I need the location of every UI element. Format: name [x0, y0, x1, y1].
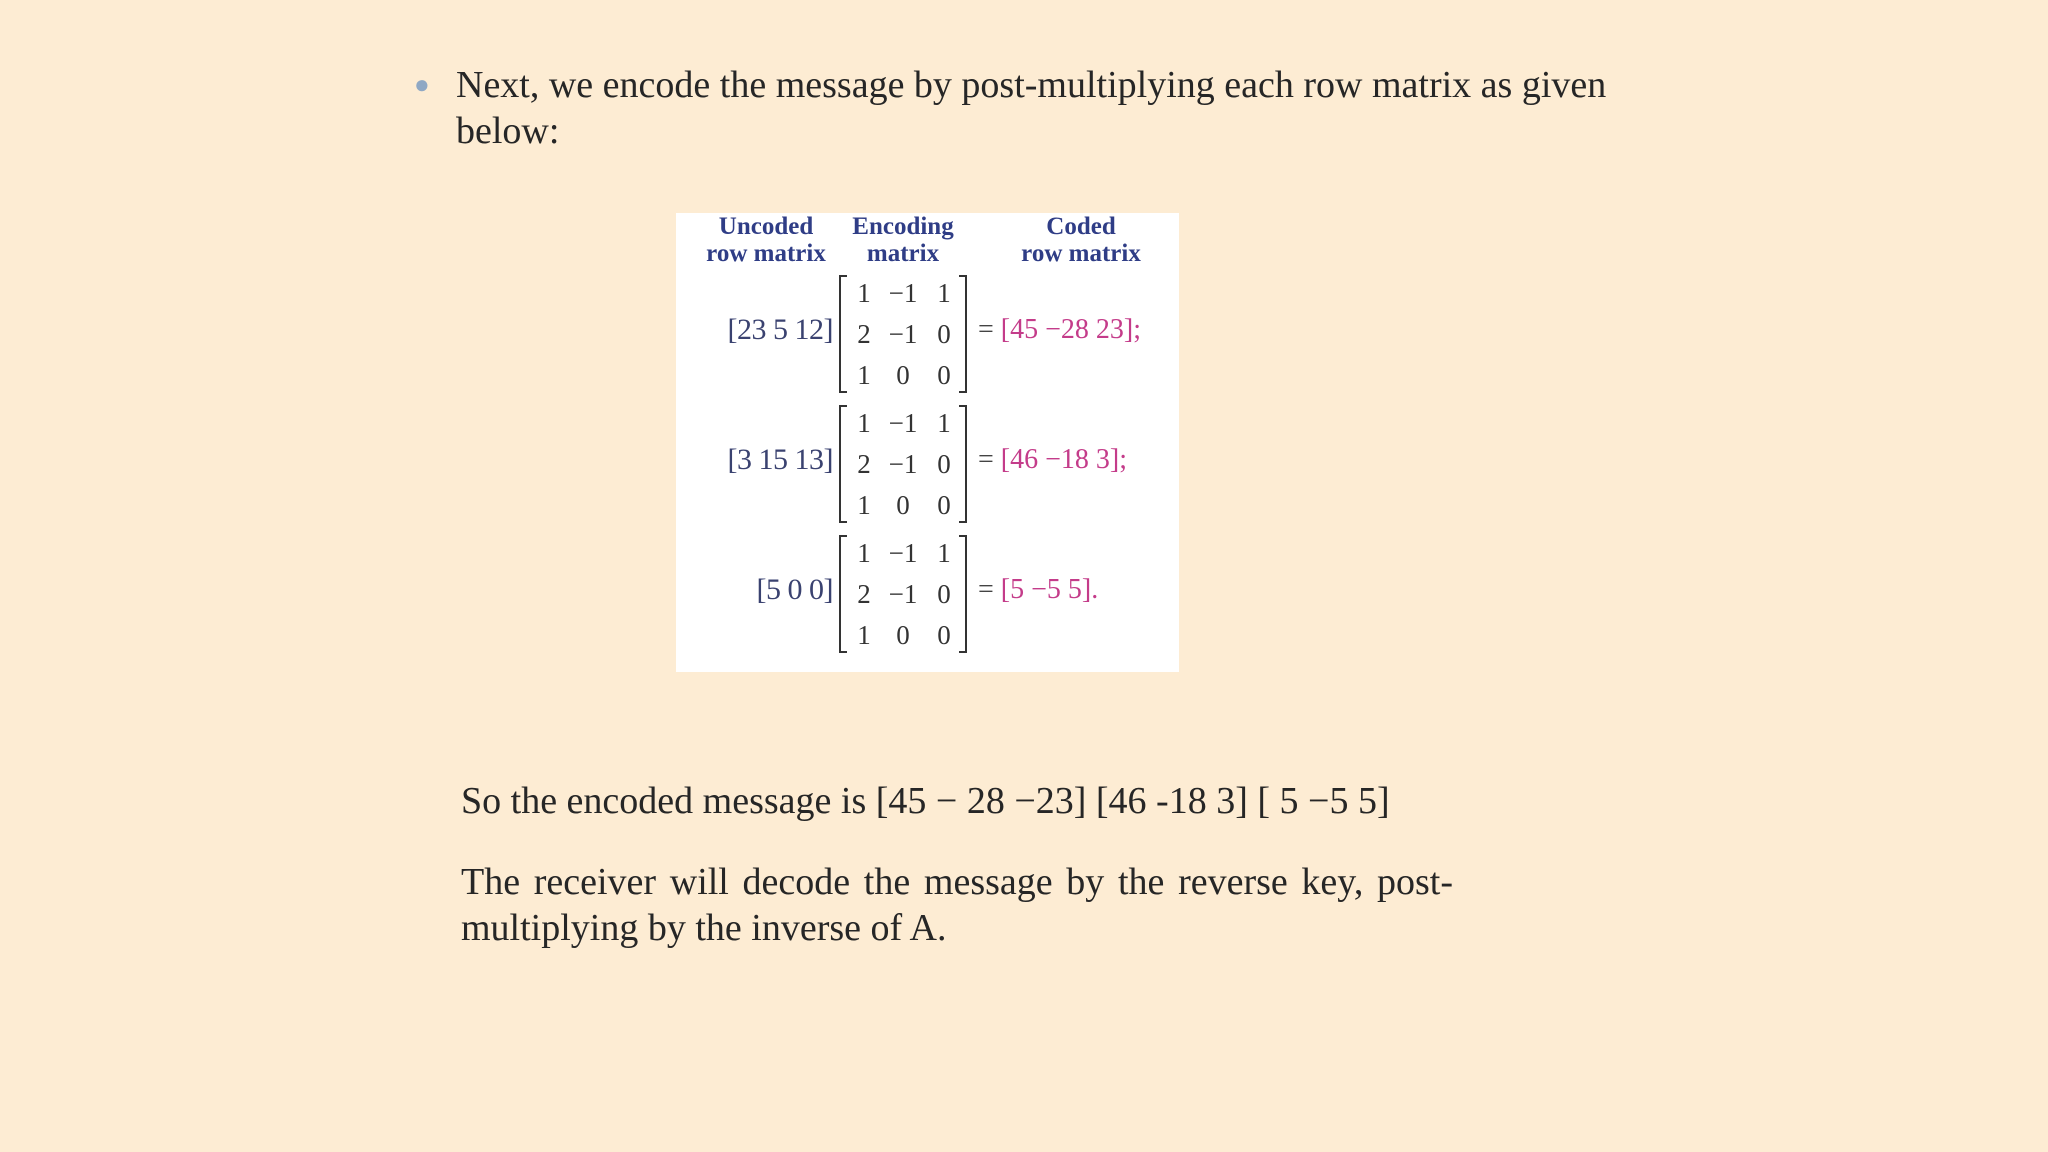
- matrix-cell: 1: [857, 278, 871, 308]
- bullet-text: Next, we encode the message by post-multiplying each row matrix as given below:: [456, 64, 1607, 152]
- encoding-matrix: [839, 403, 967, 525]
- matrix-cell: −1: [888, 449, 918, 479]
- equals-sign: =: [978, 574, 994, 605]
- matrix-cell: 0: [937, 620, 951, 650]
- matrix-cell: 2: [857, 579, 871, 609]
- header-encoding: [828, 213, 978, 267]
- equals-sign: =: [978, 314, 994, 345]
- encoding-figure: [676, 213, 1179, 672]
- encoding-matrix: [839, 533, 967, 655]
- uncoded-row-matrix: [3 15 13]: [727, 443, 833, 476]
- header-encoding-line2: matrix: [866, 240, 940, 267]
- matrix-cell: 0: [896, 360, 910, 390]
- matrix-cell: 0: [896, 620, 910, 650]
- matrix-cell: −1: [888, 319, 918, 349]
- matrix-cell: 1: [857, 620, 871, 650]
- matrix-cell: 0: [896, 490, 910, 520]
- header-coded-line1: Coded: [1046, 213, 1116, 240]
- coded-row-matrix: [5 −5 5].: [1000, 574, 1099, 605]
- header-coded: [998, 213, 1164, 267]
- header-coded-line2: row matrix: [1021, 240, 1141, 267]
- coded-result: [978, 574, 1098, 606]
- matrix-cell: −1: [888, 579, 918, 609]
- matrix-cell: 0: [937, 490, 951, 520]
- bullet-dot-icon: ●: [414, 70, 430, 99]
- coded-row-matrix: [46 −18 3];: [1000, 444, 1128, 475]
- matrix-cell: 2: [857, 449, 871, 479]
- matrix-cell: 1: [937, 278, 951, 308]
- matrix-cell: 0: [937, 319, 951, 349]
- coded-result: [978, 314, 1141, 346]
- equals-sign: =: [978, 444, 994, 475]
- matrix-cell: 2: [857, 319, 871, 349]
- matrix-cell: 1: [857, 538, 871, 568]
- encoding-matrix: [839, 273, 967, 395]
- header-uncoded: [696, 213, 836, 267]
- uncoded-row-matrix: [5 0 0]: [756, 573, 833, 606]
- equation-row: [676, 273, 1179, 400]
- matrix-cell: 1: [857, 408, 871, 438]
- matrix-cell: −1: [888, 538, 918, 568]
- header-uncoded-line1: Uncoded: [718, 213, 814, 240]
- uncoded-row-matrix: [23 5 12]: [727, 313, 833, 346]
- header-uncoded-line2: row matrix: [706, 240, 826, 267]
- matrix-cell: −1: [888, 408, 918, 438]
- matrix-cell: 1: [857, 490, 871, 520]
- matrix-cell: −1: [888, 278, 918, 308]
- encoded-message-text: So the encoded message is [45 − 28 −23] [46 -18 3] [ 5 −5 5]: [461, 780, 1390, 822]
- matrix-cell: 0: [937, 449, 951, 479]
- matrix-cell: 1: [857, 360, 871, 390]
- coded-row-matrix: [45 −28 23];: [1000, 314, 1142, 345]
- matrix-cell: 1: [937, 538, 951, 568]
- receiver-text: The receiver will decode the message by the reverse key, post-multiplying by the inverse of A.: [461, 861, 1453, 949]
- equation-row: [676, 533, 1179, 660]
- matrix-cell: 1: [937, 408, 951, 438]
- matrix-cell: 0: [937, 579, 951, 609]
- equation-row: [676, 403, 1179, 530]
- header-encoding-line1: Encoding: [852, 213, 954, 240]
- bullet-paragraph: [414, 62, 1634, 154]
- coded-result: [978, 444, 1127, 476]
- matrix-cell: 0: [937, 360, 951, 390]
